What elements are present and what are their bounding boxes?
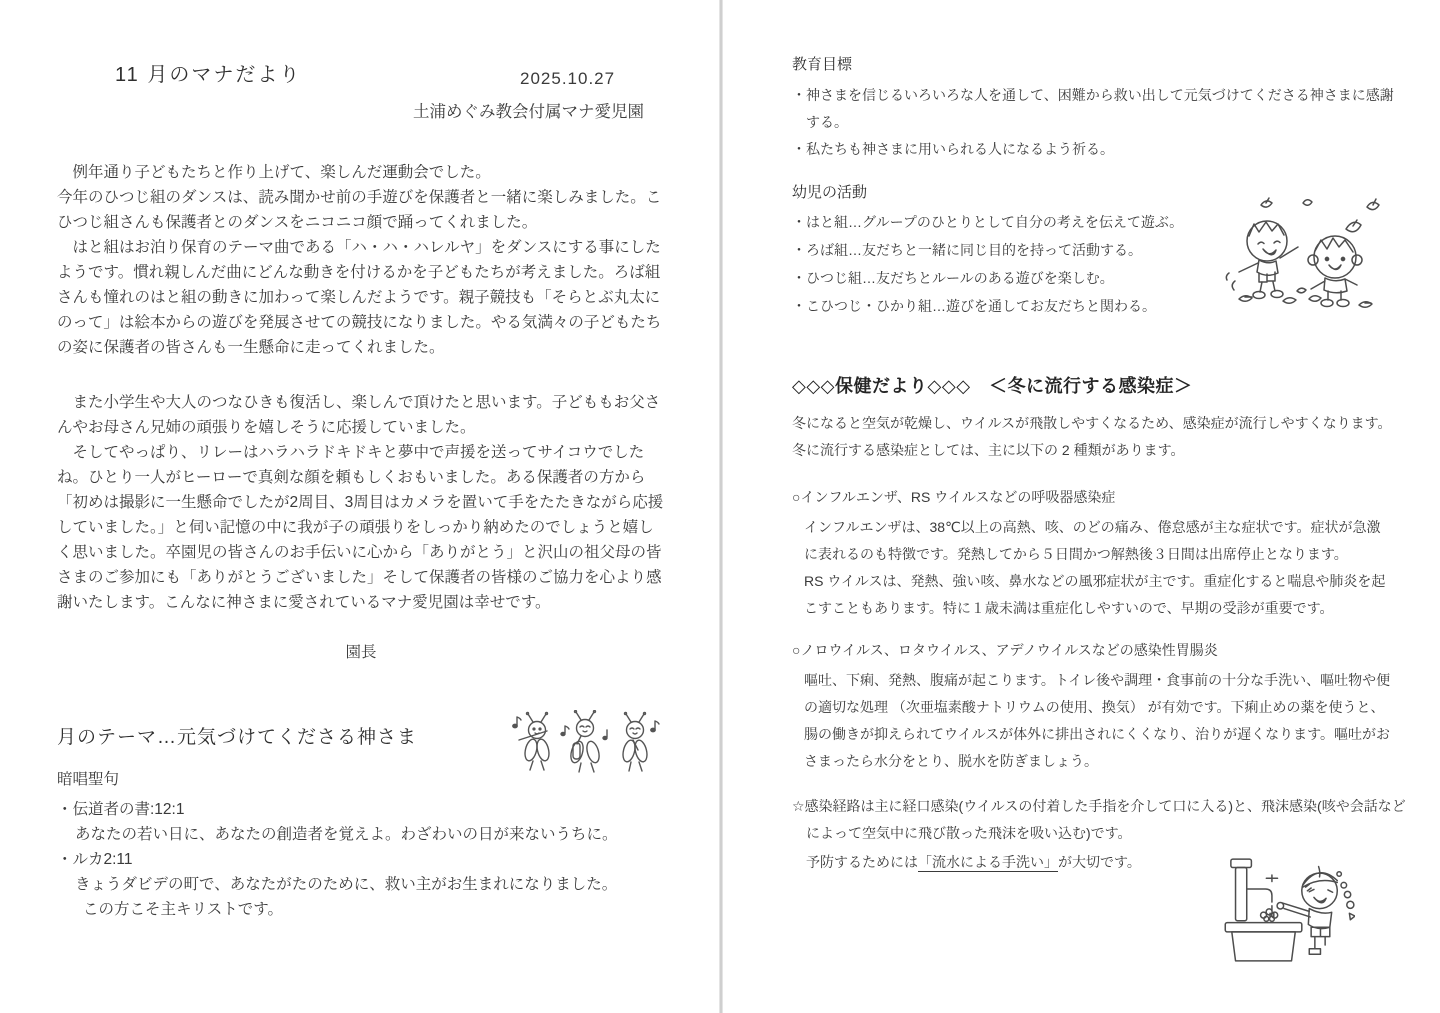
- report-paragraph: 例年通り子どもたちと作り上げて、楽しんだ運動会でした。: [57, 164, 491, 181]
- scripture-reference: ・伝道者の書:12:1: [57, 801, 185, 818]
- autumn-kids-illustration: [1225, 193, 1387, 311]
- education-goal-item: ・私たちも神さまに用いられる人になるよう祈る。: [792, 141, 1114, 157]
- bug-singer: [621, 713, 659, 772]
- education-goals-list: [792, 82, 1396, 163]
- activities-list: [792, 208, 1262, 320]
- music-note-icon: [561, 726, 569, 736]
- page-title: 11 月のマナだより: [115, 64, 302, 86]
- issue-date: 2025.10.27: [520, 69, 616, 88]
- page-left: [57, 0, 665, 1013]
- activity-item: ・こひつじ・ひかり組…遊びを通してお友だちと関わる。: [792, 298, 1156, 314]
- rs-virus-paragraph: RS ウイルスは、発熱、強い咳、鼻水などの風邪症状が主です。重症化すると喘息や肺炎を起こすこともあります。特に１歳未満は重症化しやすいので、早期の受診が重要です。: [804, 573, 1386, 616]
- scripture-reference: ・ルカ2:11: [57, 851, 133, 868]
- prevention-text: 予防するためには: [806, 854, 918, 870]
- activity-item: ・ひつじ組…友だちとルールのある遊びを楽しむ。: [792, 270, 1114, 286]
- bug-flutist: [513, 713, 551, 771]
- organization-name: 土浦めぐみ教会付属マナ愛児園: [413, 103, 644, 121]
- report-paragraph: そしてやっぱり、リレーはハラハラドキドキと夢中で声援を送ってサイコウでしたね。ひとり一人がヒーローで真剣な顔を頼もしくおもいました。ある保護者の方から「初めは撮影に一生懸命でしたが2周目、3周目はカメラを置いて手をたたきながら応援していました。」と伺い記憶の中に我が子の頑張りをしっかり納めたのでしょうと嬉しく思いました。卒園児の皆さんのお手伝いに心から「ありがとう」と沢山の祖父母の皆さまのご参加にも「ありがとうございました」そして保護者の皆様のご協力を心より感謝いたします。こんなに神さまに愛されているマナ愛児園は幸せです。: [57, 444, 664, 611]
- infection-route-note: ☆感染経路は主に経口感染(ウイルスの付着した手指を介して口に入る)と、飛沫感染(咳や会話などによって空気中に飛び散った飛沫を吸い込む)です。: [792, 798, 1406, 841]
- prevention-text: が大切です。: [1058, 854, 1141, 870]
- music-bugs-illustration: [507, 710, 667, 800]
- page-right: [792, 0, 1406, 1013]
- scripture-heading: 暗唱聖句: [57, 771, 120, 788]
- gastro-section-title: ○ノロウイルス、ロタウイルス、アデノウイルスなどの感染性胃腸炎: [792, 642, 1218, 658]
- influenza-paragraph: インフルエンザは、38℃以上の高熱、咳、のどの痛み、倦怠感が主な症状です。症状が急激に表れるのも特徴です。発熱してから５日間かつ解熱後３日間は出席停止となります。: [804, 519, 1381, 562]
- music-note-icon: [513, 717, 521, 728]
- report-paragraph: また小学生や大人のつなひきも復活し、楽しんで頂けたと思います。子どももお父さんやお母さん兄姉の頑張りを嬉しそうに応援していました。: [57, 394, 661, 436]
- health-intro: 冬になると空気が乾燥し、ウイルスが飛散しやすくなるため、感染症が流行しやすくなります。冬に流行する感染症としては、主に以下の 2 種類があります。: [792, 415, 1392, 458]
- report-paragraph: 今年のひつじ組のダンスは、読み聞かせ前の手遊びを保護者と一緒に楽しみました。こひつじ組さんも保護者とのダンスをニコニコ顔で踊ってくれました。: [57, 189, 662, 231]
- music-note-icon: [651, 721, 659, 732]
- respiratory-section-title: ○インフルエンザ、RS ウイルスなどの呼吸器感染症: [792, 489, 1116, 505]
- education-goal-item: ・神さまを信じるいろいろな人を通して、困難から救い出して元気づけてくださる神さまに感謝する。: [792, 87, 1394, 130]
- gastro-paragraph: 嘔吐、下痢、発熱、腹痛が起こります。トイレ後や調理・食事前の十分な手洗い、嘔吐物や便の適切な処理 （次亜塩素酸ナトリウムの使用、換気） が有効です。下痢止めの薬を使うと、腸の働きが抑えられてウイルスが体外に排出されにくくなり、治りが遅くなります。嘔吐がおさまったら水分をとり、脱水を防ぎましょう。: [804, 672, 1391, 769]
- activities-heading: 幼児の活動: [792, 184, 868, 201]
- bug-horn-player: [561, 711, 607, 773]
- education-goals-heading: 教育目標: [792, 56, 853, 73]
- girl-figure: [1308, 220, 1362, 307]
- signature-principal: 園長: [345, 644, 377, 661]
- music-note-icon: [603, 730, 607, 740]
- handwashing-illustration: [1215, 852, 1355, 967]
- sports-day-report: [57, 160, 665, 615]
- page-divider: [719, 0, 723, 1013]
- child-figure: [1277, 867, 1355, 955]
- scripture-list: [57, 797, 665, 922]
- activity-item: ・ろば組…友だちと一緒に同じ目的を持って活動する。: [792, 242, 1142, 258]
- boy-figure: [1226, 221, 1298, 299]
- gastro-section-body: [792, 667, 1392, 775]
- scripture-verse: あなたの若い日に、あなたの創造者を覚えよ。わざわいの日が来ないうちに。: [75, 826, 618, 843]
- report-paragraph: はと組はお泊り保育のテーマ曲である「ハ・ハ・ハレルヤ」をダンスにする事にしたようです。慣れ親しんだ曲にどんな動きを付けるかを子どもたちが考えました。ろば組さんも憧れのはと組の動きに加わって楽しんだようです。親子競技も「そらとぶ丸太にのって」は絵本からの遊びを発展させての競技になりました。やる気満々の子どもたちの姿に保護者の皆さんも一生懸命に走ってくれました。: [57, 239, 662, 356]
- monthly-theme-heading: 月のテーマ…元気づけてくださる神さま: [57, 727, 418, 748]
- respiratory-section-body: [792, 514, 1392, 622]
- activity-item: ・はと組…グループのひとりとして自分の考えを伝えて遊ぶ。: [792, 214, 1184, 230]
- scripture-verse: きょうダビデの町で、あなたがたのために、救い主がお生まれになりました。: [75, 876, 618, 893]
- scripture-verse: この方こそ主キリストです。: [83, 901, 283, 918]
- health-news-heading: ◇◇◇保健だより◇◇◇ ＜冬に流行する感染症＞: [792, 376, 1193, 396]
- handwashing-underlined-text: 「流水による手洗い」: [918, 854, 1058, 870]
